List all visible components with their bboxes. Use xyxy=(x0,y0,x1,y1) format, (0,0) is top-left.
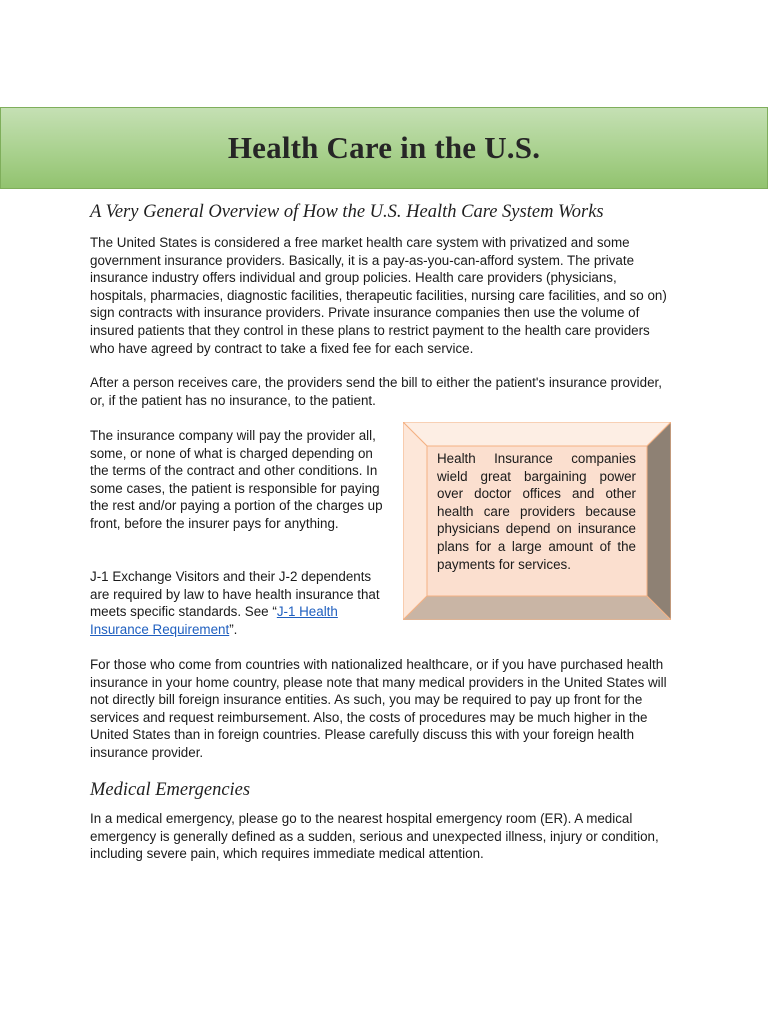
paragraph-overview: The United States is considered a free market health care system with privatized and some government insurance providers. Basically, it is a pay-as-you-can-afford system. The private insurance industry offers individual and group policies. Health care providers (physicians, hospitals, pharmacies, diagnostic facilities, therapeutic facilities, nursing care facilities, and so on) sign contracts with insurance providers. Private insurance companies then use the volume of insured patients that they control in these plans to restrict payment to the health care providers who have agreed by contract to take a fixed fee for each service. xyxy=(90,235,667,356)
callout-box xyxy=(403,422,671,620)
paragraph-insurance-payment: The insurance company will pay the provider all, some, or none of what is charged depending on the terms of the contract and other conditions. In some cases, the patient is responsible for paying the rest and/or paying a portion of the charges up front, before the insurer pays for anything. xyxy=(90,428,383,531)
paragraph-emergencies: In a medical emergency, please go to the nearest hospital emergency room (ER). A medical emergency is generally defined as a sudden, serious and unexpected illness, injury or condition, including severe pain, which requires immediate medical attention. xyxy=(90,811,659,862)
j1-health-insurance-link[interactable]: J-1 Health Insurance Requirement xyxy=(90,604,338,637)
j1-text-before: J-1 Exchange Visitors and their J-2 dependents are required by law to have health insurance that meets specific standards. See “ xyxy=(90,569,380,620)
section-heading-emergencies: Medical Emergencies xyxy=(90,780,251,800)
section-heading-overview: A Very General Overview of How the U.S. Health Care System Works xyxy=(90,202,604,222)
title-banner xyxy=(0,107,768,189)
paragraph-billing: After a person receives care, the providers send the bill to either the patient's insurance provider, or, if the patient has no insurance, to the patient. xyxy=(90,375,662,408)
j1-text-after: ”. xyxy=(229,621,238,637)
paragraph-foreign-insurance: For those who come from countries with nationalized healthcare, or if you have purchased health insurance in your home country, please note that many medical providers in the United States will not directly bill foreign insurance entities. As such, you may be required to pay up front for the services and request reimbursement. Also, the costs of procedures may be much higher in the United States than in foreign countries. Please carefully discuss this with your foreign health insurance provider. xyxy=(90,657,667,760)
callout-text: Health Insurance companies wield great bargaining power over doctor offices and other health care providers because physicians depend on insurance plans for a large amount of the payments for services. xyxy=(437,451,636,572)
page-title: Health Care in the U.S. xyxy=(227,130,541,165)
paragraph-j1-requirement xyxy=(90,568,390,638)
